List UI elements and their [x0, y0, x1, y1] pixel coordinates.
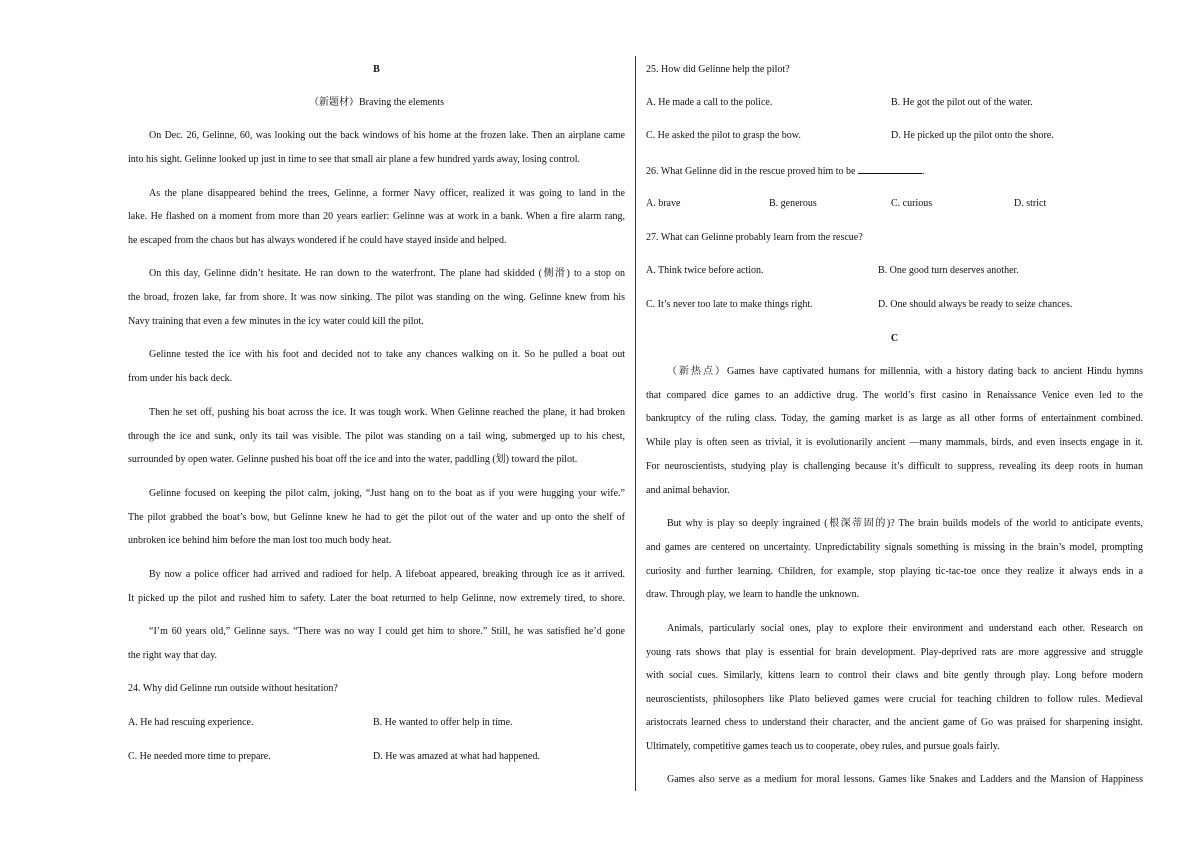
question-25-stem: 25. How did Gelinne help the pilot? [646, 64, 790, 75]
column-divider [635, 56, 636, 791]
question-26-option-c[interactable]: C. curious [891, 198, 933, 209]
question-24-option-a[interactable]: A. He had rescuing experience. [128, 717, 254, 728]
passage-b-title: （新题材）Braving the elements [309, 97, 444, 108]
question-25-option-b[interactable]: B. He got the pilot out of the water. [891, 97, 1033, 108]
question-25-option-d[interactable]: D. He picked up the pilot onto the shore. [891, 130, 1054, 141]
question-26-option-d[interactable]: D. strict [1014, 198, 1047, 209]
question-26-option-a[interactable]: A. brave [646, 198, 681, 209]
question-27-option-d[interactable]: D. One should always be ready to seize chances. [878, 299, 1073, 310]
question-26-stem: 26. What Gelinne did in the rescue proved him to be . [646, 166, 925, 177]
question-27-option-a[interactable]: A. Think twice before action. [646, 265, 764, 276]
question-24-option-d[interactable]: D. He was amazed at what had happened. [373, 751, 540, 762]
question-25-option-a[interactable]: A. He made a call to the police. [646, 97, 773, 108]
question-27-option-b[interactable]: B. One good turn deserves another. [878, 265, 1019, 276]
answer-blank [858, 164, 922, 174]
question-24-stem: 24. Why did Gelinne run outside without hesitation? [128, 683, 338, 694]
question-24-option-b[interactable]: B. He wanted to offer help in time. [373, 717, 513, 728]
question-24-option-c[interactable]: C. He needed more time to prepare. [128, 751, 271, 762]
section-label-b: B [373, 64, 380, 75]
question-27-stem: 27. What can Gelinne probably learn from the rescue? [646, 232, 863, 243]
question-27-option-c[interactable]: C. It’s never too late to make things right. [646, 299, 813, 310]
section-label-c: C [890, 333, 899, 344]
question-26-option-b[interactable]: B. generous [769, 198, 817, 209]
question-25-option-c[interactable]: C. He asked the pilot to grasp the bow. [646, 130, 801, 141]
